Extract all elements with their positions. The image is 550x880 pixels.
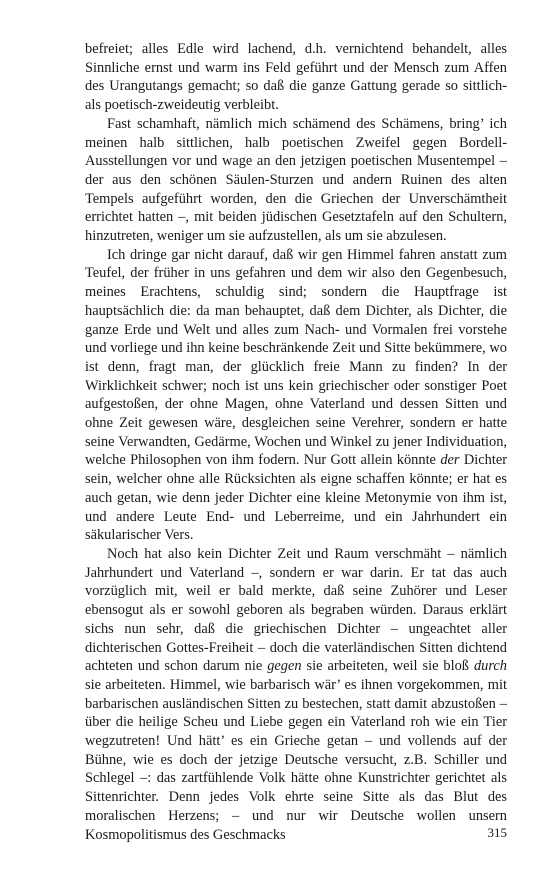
text-run: Fast schamhaft, nämlich mich schämend des Schämens, bring’ ich meinen halb sittlichen, halb poetischen Zweifel gegen Bordell-Ausstellungen vor und wage an den jetzigen poetischen Musentempel – der aus den schönen Säulen-Sturzen und andern Ruinen des alten Tempels aufgeführt worden, den die Griechen der Unverschämtheit errichtet hatten –, mit beiden jüdischen Gesetztafeln auf den Schultern, hinzutreten, weniger um sie aufzustellen, als um sie abzulesen.: [85, 115, 507, 245]
emphasized-text: gegen: [267, 658, 302, 675]
paragraph: [85, 40, 507, 115]
emphasized-text: durch: [473, 658, 507, 675]
text-run: sie arbeiteten, weil sie bloß: [301, 658, 474, 675]
text-run: Noch hat also kein Dichter Zeit und Raum verschmäht – nämlich Jahrhundert und Vaterland –, sondern er war darin. Er tat das auch vorzüglich mit, weil er bald merkte, daß seine Zuhörer und Leser ebensogut als er sowohl geboren als begraben würden. Daraus erklärt sichs nun sehr, daß die griechischen Dichter – ungeachtet aller dichterischen Gottes-Freiheit – doch die vaterländischen Sitten dichtend achteten und schon darum nie: [85, 545, 507, 675]
page-body: [85, 40, 507, 844]
page-number: 315: [487, 825, 507, 840]
paragraph: [85, 115, 507, 246]
text-run: sie arbeiteten. Himmel, wie barbarisch wär’ es ihnen vorgekommen, mit barbarischen ausländischen Sitten zu bestechen, statt damit abzustoßen – über die heilige Scheu und Liebe gegen ein Vaterland roh wie ein Tier wegzutreten! Und hätt’ es ein Grieche getan – und vollends auf der Bühne, wie es doch der jetzige Deutsche versucht, z.B. Schiller und Schlegel –: das zartfühlende Volk hätte ohne Kunstrichter gerichtet als Sittenrichter. Denn jedes Volk ehrte seine Sitte als das Blut des moralischen Herzens; – und nur wir Deutsche wollen unsern Kosmopolitismus des Geschmacks: [85, 676, 507, 843]
text-run: Dichter sein, welcher ohne alle Rücksichten als eigne schaffen könnte; er hat es auch getan, wie denn jeder Dichter eine kleine Metonymie von ihm ist, und andere Leute End- und Leberreime, und ein Jahrhundert ein säkularischer Vers.: [85, 452, 508, 544]
paragraph: [85, 246, 507, 545]
text-run: befreiet; alles Edle wird lachend, d.h. vernichtend behandelt, alles Sinnliche ernst und warm ins Feld geführt und der Mensch zum Affen des Urangutangs gemacht; so daß die ganze Gattung gerade so sittlich- als poetisch-zweideutig verbleibt.: [85, 41, 507, 114]
text-run: Ich dringe gar nicht darauf, daß wir gen Himmel fahren anstatt zum Teufel, der früher in uns gefahren und dem wir also den Gegenbesuch, meines Erachtens, schuldig sind; sondern die Hauptfrage ist hauptsächlich die: da man behauptet, daß dem Dichter, als Dichter, die ganze Erde und Welt und alles zum Nach- und Vormalen frei vorstehe und vorliege und ihn keine beschränkende Zeit und Sitte bekümmere, wo ist denn, fragt man, der glücklich freie Mann zu finden? In der Wirklichkeit schwer; noch ist uns kein griechischer oder sonstiger Poet aufgestoßen, der ohne Magen, ohne Vaterland und dessen Sitten und ohne Zeit gewesen wäre, desgleichen seine Verehrer, sondern er hatte seine Verwandten, Gedärme, Wochen und Winkel zu jener Individuation, welche Philosophen von ihm fodern. Nur Gott allein könnte: [85, 246, 507, 469]
emphasized-text: der: [440, 452, 460, 469]
paragraph: [85, 545, 507, 844]
